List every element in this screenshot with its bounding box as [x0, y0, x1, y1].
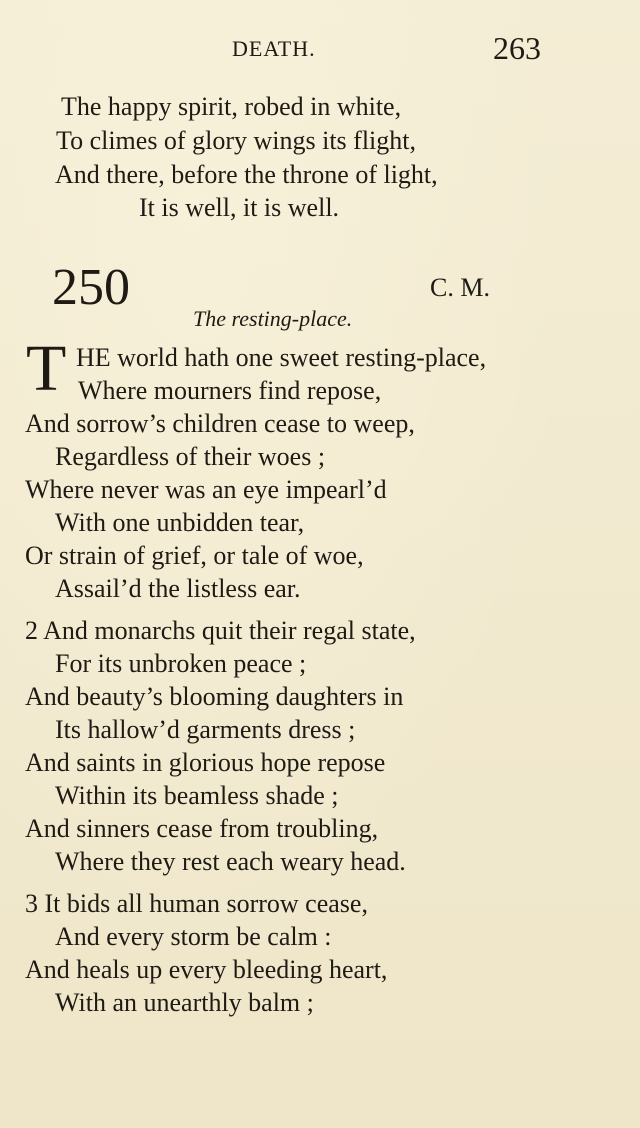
- stanza1-line: With one unbidden tear,: [55, 508, 305, 537]
- stanza2-line: And beauty’s blooming daughters in: [25, 682, 404, 711]
- stanza2-line: Its hallow’d garments dress ;: [55, 715, 356, 744]
- stanza2-line: Where they rest each weary head.: [55, 847, 406, 876]
- prev-stanza-line: And there, before the throne of light,: [55, 160, 438, 189]
- running-header-title: DEATH.: [232, 36, 316, 61]
- hymn-number: 250: [52, 259, 130, 316]
- stanza2-line: And saints in glorious hope repose: [25, 748, 386, 777]
- stanza2-line: And sinners cease from troubling,: [25, 814, 379, 843]
- stanza1-line: HE world hath one sweet resting-place,: [76, 343, 487, 372]
- page-number: 263: [493, 30, 541, 66]
- stanza1-line: Where never was an eye impearl’d: [25, 475, 387, 504]
- stanza1-line: Where mourners find repose,: [78, 376, 382, 405]
- stanza3-line: And heals up every bleeding heart,: [25, 955, 388, 984]
- prev-stanza-line: The happy spirit, robed in white,: [61, 92, 402, 121]
- stanza1-line: And sorrow’s children cease to weep,: [25, 409, 415, 438]
- stanza2-line: For its unbroken peace ;: [55, 649, 307, 678]
- stanza1-line: Or strain of grief, or tale of woe,: [25, 541, 364, 570]
- hymn-title: The resting-place.: [193, 306, 353, 331]
- stanza2-line: Within its beamless shade ;: [55, 781, 339, 810]
- stanza1-line: Assail’d the listless ear.: [55, 574, 301, 603]
- stanza2-line: 2 And monarchs quit their regal state,: [25, 616, 416, 645]
- prev-stanza-line: It is well, it is well.: [139, 193, 340, 222]
- stanza1-line: Regardless of their woes ;: [55, 442, 326, 471]
- stanza3-line: 3 It bids all human sorrow cease,: [25, 889, 368, 918]
- prev-stanza-line: To climes of glory wings its flight,: [56, 126, 416, 155]
- drop-cap: T: [26, 332, 67, 405]
- hymn-meter: C. M.: [430, 273, 490, 302]
- stanza3-line: And every storm be calm :: [55, 922, 332, 951]
- stanza3-line: With an unearthly balm ;: [55, 988, 314, 1017]
